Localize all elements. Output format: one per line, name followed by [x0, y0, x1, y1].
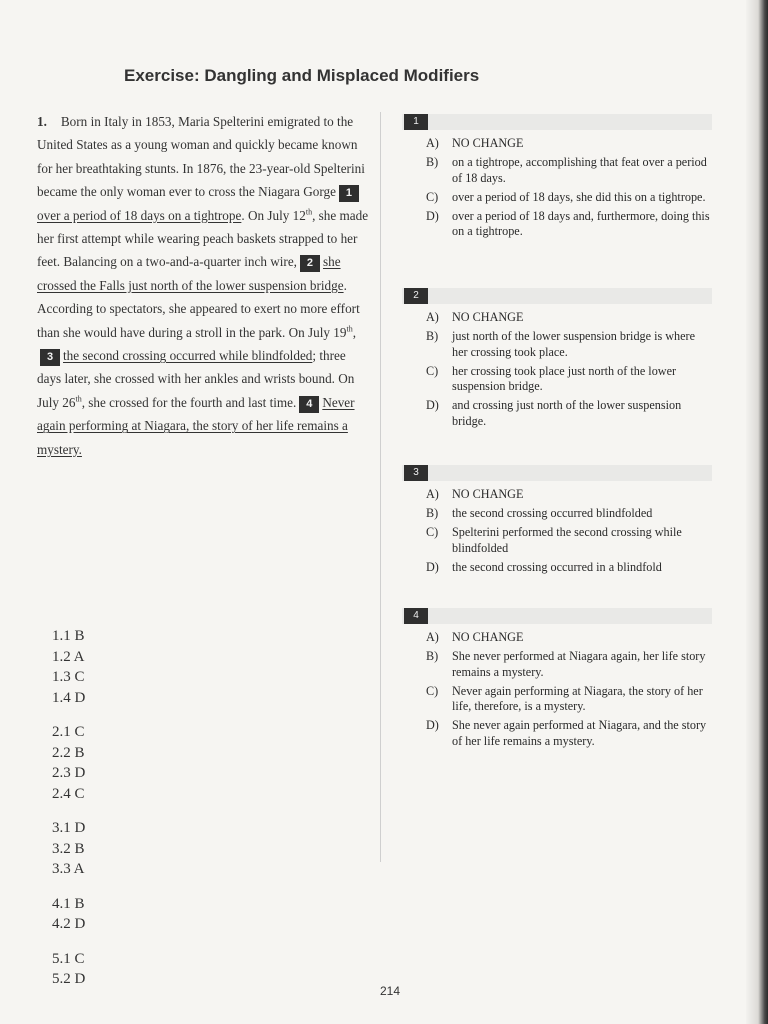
answer-entry: 2.1 C: [52, 724, 85, 740]
option-letter: A): [426, 136, 439, 150]
answer-option: [426, 155, 712, 186]
answer-option: [426, 209, 712, 240]
answer-option: [426, 560, 712, 576]
answer-option: [426, 364, 712, 395]
option-text: and crossing just north of the lower suspension bridge.: [452, 398, 682, 428]
option-text: NO CHANGE: [452, 310, 524, 324]
question-block-2: [402, 288, 712, 433]
passage-text: . According to spectators, she appeared to exert no more effort than she would have during a stroll in the park. On July 19: [37, 277, 360, 340]
option-text: She never again performed at Niagara, and the story of her life remains a mystery.: [452, 718, 707, 748]
answer-entry: 1.4 D: [52, 689, 86, 706]
option-text: NO CHANGE: [452, 136, 524, 150]
answer-group-4: [52, 894, 85, 935]
ordinal-suffix: th: [75, 394, 82, 404]
passage-text: . On July 12: [241, 207, 306, 223]
question-header: [402, 288, 712, 304]
option-text: Never again performing at Niagara, the story of her life, therefore, is a mystery.: [452, 683, 703, 713]
answer-option: [426, 649, 712, 680]
answer-entry: 2.3 D: [52, 765, 86, 781]
answer-entry: 3.2 B: [52, 840, 85, 857]
answer-group-3: [52, 818, 85, 880]
answer-entry: 2.4 C: [52, 785, 85, 802]
option-text: the second crossing occurred blindfolded: [452, 506, 653, 520]
page-binding-edge: [746, 0, 768, 1024]
answer-group-2: [52, 722, 85, 804]
question-number-box: 3: [404, 465, 428, 481]
question-number-box: 1: [404, 114, 428, 130]
answer-entry: 3.3 A: [52, 861, 85, 877]
page-number: 214: [380, 984, 401, 998]
page-title: Exercise: Dangling and Misplaced Modifiers: [124, 66, 480, 85]
passage-number: 1.: [37, 114, 47, 129]
ordinal-suffix: th: [346, 324, 353, 334]
column-divider: [380, 112, 381, 862]
option-text: NO CHANGE: [452, 630, 524, 644]
question-block-4: [402, 608, 712, 753]
option-letter: C): [426, 363, 439, 378]
answer-entry: 3.1 D: [52, 820, 86, 836]
option-text: NO CHANGE: [452, 487, 524, 501]
answer-key: [52, 626, 85, 1004]
answer-option: [426, 190, 712, 206]
option-letter: C): [426, 683, 439, 698]
answer-option: [426, 630, 712, 646]
option-letter: B): [426, 506, 439, 520]
option-letter: B): [426, 649, 439, 663]
question-marker-1: 1: [339, 185, 359, 202]
answer-option: [426, 329, 712, 360]
option-letter: C): [426, 189, 439, 204]
option-letter: A): [426, 630, 439, 644]
option-letter: A): [426, 487, 439, 501]
option-letter: B): [426, 329, 439, 343]
question-number-box: 2: [404, 288, 428, 304]
ordinal-suffix: th: [305, 207, 313, 217]
answer-option: [426, 136, 712, 152]
option-text: Spelterini performed the second crossing while blindfolded: [452, 525, 682, 555]
option-letter: D): [426, 718, 439, 732]
passage-text: , she made her first attempt while wearing peach baskets strapped to her feet. Balancing on a two-and-a-quarter inch wire,: [37, 207, 369, 270]
reading-passage: [37, 110, 373, 461]
answer-option: [426, 487, 712, 503]
question-block-3: [402, 465, 712, 579]
option-text: her crossing took place just north of the lower suspension bridge.: [452, 363, 677, 393]
option-text: She never performed at Niagara again, her life story remains a mystery.: [452, 649, 706, 679]
passage-text: ,: [352, 324, 357, 340]
answer-option: [426, 684, 712, 715]
answer-option: [426, 506, 712, 522]
question-header: [402, 608, 712, 624]
answer-group-1: [52, 626, 85, 708]
question-header: [402, 465, 712, 481]
underlined-portion-2: she crossed the Falls just north of the lower suspension bridge: [37, 254, 344, 293]
option-letter: C): [426, 525, 439, 539]
answer-entry: 1.2 A: [52, 648, 85, 665]
option-text: just north of the lower suspension bridge is where her crossing took place.: [452, 329, 696, 359]
answer-entry: 1.1 B: [52, 628, 85, 644]
passage-text: Born in Italy in 1853, Maria Spelterini emigrated to the United States as a young woman and quickly became known for her breathtaking stunts. In 1876, the 23-year-old Spelterini became the only woman ever to cross the Niagara Gorge: [37, 114, 365, 200]
question-marker-3: 3: [40, 349, 60, 366]
answer-option: [426, 718, 712, 749]
underlined-portion-1: over a period of 18 days on a tightrope: [37, 207, 242, 223]
option-text: over a period of 18 days, she did this on a tightrope.: [452, 189, 706, 204]
question-marker-2: 2: [300, 255, 320, 272]
question-marker-4: 4: [299, 396, 319, 413]
answer-option: [426, 398, 712, 429]
option-letter: A): [426, 310, 439, 324]
question-header: [402, 114, 712, 130]
option-text: the second crossing occurred in a blindfold: [452, 559, 662, 574]
option-text: over a period of 18 days and, furthermore, doing this on a tightrope.: [452, 208, 710, 238]
answer-options: [426, 136, 712, 240]
answer-options: [426, 630, 712, 749]
answer-entry: 4.1 B: [52, 895, 85, 912]
answer-entry: 5.2 D: [52, 971, 86, 987]
underlined-portion-3: the second crossing occurred while blindfolded: [63, 348, 313, 364]
option-letter: D): [426, 398, 439, 412]
question-number-box: 4: [404, 608, 428, 624]
option-text: on a tightrope, accomplishing that feat over a period of 18 days.: [452, 155, 707, 185]
answer-option: [426, 525, 712, 556]
option-letter: D): [426, 208, 439, 223]
answer-options: [426, 310, 712, 429]
passage-text: , she crossed for the fourth and last time.: [81, 394, 297, 410]
answer-group-5: [52, 949, 85, 990]
underlined-portion-4: Never again performing at Niagara, the story of her life remains a mystery.: [37, 394, 355, 457]
question-block-1: [402, 114, 712, 243]
passage-text: ; three days later, she crossed with her ankles and wrists bound. On July 26: [37, 348, 355, 410]
answer-entry: 5.1 C: [52, 950, 85, 967]
answer-option: [426, 310, 712, 326]
option-letter: D): [426, 559, 439, 574]
answer-entry: 2.2 B: [52, 744, 85, 761]
answer-options: [426, 487, 712, 575]
option-letter: B): [426, 155, 439, 169]
answer-entry: 4.2 D: [52, 916, 86, 932]
answer-entry: 1.3 C: [52, 669, 85, 685]
